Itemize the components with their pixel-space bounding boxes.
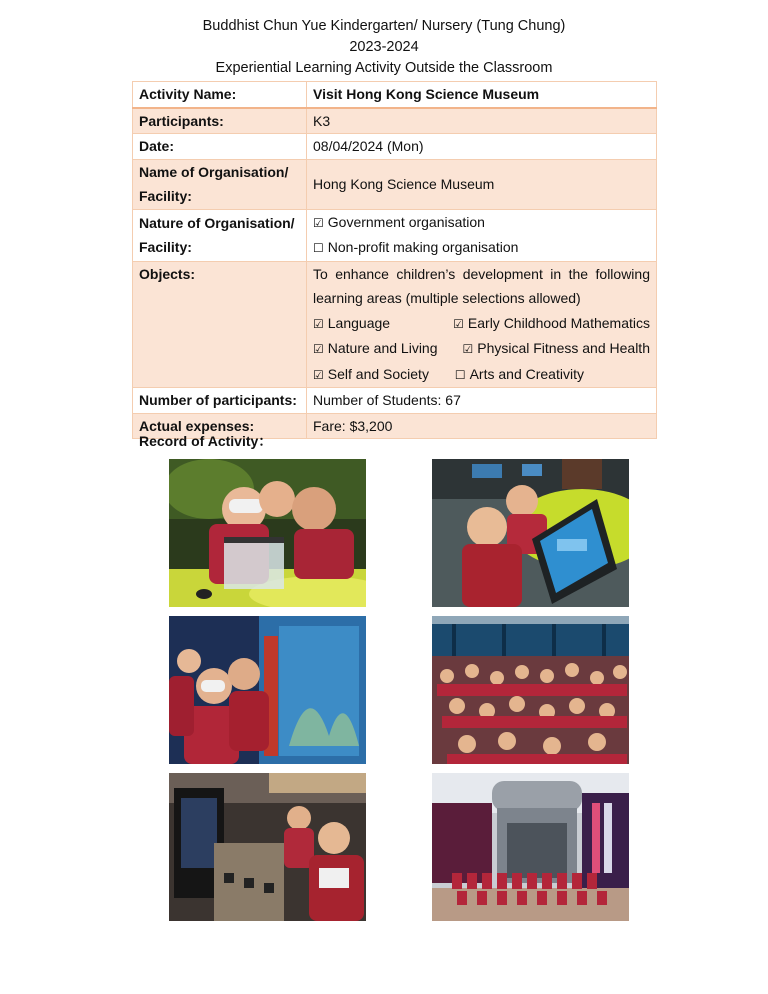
num-value: Number of Students: 67: [307, 388, 657, 414]
checkbox-checked-icon: ☑: [462, 342, 474, 356]
row-objects: [133, 261, 657, 388]
date-label: Date:: [133, 134, 307, 160]
area-label: Self and Society: [327, 365, 429, 382]
area-item: [313, 311, 390, 337]
area-item: [313, 336, 438, 362]
activity-photo-aquarium: [169, 616, 366, 764]
activity-photo-control-panel: [169, 773, 366, 921]
document-header: [0, 16, 768, 79]
participants-label: Participants:: [133, 108, 307, 134]
checkbox-checked-icon: ☑: [313, 367, 324, 382]
area-item: [455, 366, 584, 382]
num-label: Number of participants:: [133, 388, 307, 414]
areas-row: [313, 311, 650, 337]
area-label: Physical Fitness and Health: [477, 340, 650, 356]
nature-label-line1: Nature of Organisation/: [139, 214, 295, 231]
document-subtitle: Experiential Learning Activity Outside the Classroom: [215, 60, 553, 76]
date-value: 08/04/2024 (Mon): [307, 134, 657, 160]
activity-photo-museum-entrance: [432, 773, 629, 921]
nature-options: [307, 209, 657, 261]
org-name-label-line2: Facility:: [139, 188, 192, 204]
school-year: 2023-2024: [349, 39, 419, 55]
nature-label: [133, 209, 307, 261]
checkbox-checked-icon: ☑: [313, 316, 324, 331]
nature-option: [313, 235, 650, 261]
area-item: [453, 311, 650, 337]
objects-intro-line1: To enhance children’s development in the following: [313, 265, 650, 282]
objects-value: [307, 261, 657, 388]
activity-name-value: Visit Hong Kong Science Museum: [307, 82, 657, 108]
record-of-activity-label: Record of Activity：: [139, 433, 273, 449]
checkbox-unchecked-icon: ☐: [454, 367, 466, 382]
activity-info-table: [132, 81, 657, 439]
row-org-name: [133, 159, 657, 209]
objects-label: Objects:: [133, 261, 307, 388]
area-item: [462, 336, 650, 362]
nature-label-line2: Facility:: [139, 239, 192, 255]
area-label: Early Childhood Mathematics: [467, 314, 650, 331]
checkbox-checked-icon: ☑: [453, 316, 464, 331]
row-nature: [133, 209, 657, 261]
area-label: Arts and Creativity: [469, 365, 584, 382]
area-label: Nature and Living: [327, 340, 438, 356]
expenses-label: Actual expenses:: [133, 413, 307, 439]
checkbox-checked-icon: ☑: [313, 215, 324, 230]
participants-value: K3: [307, 108, 657, 134]
nature-option-label: Non-profit making organisation: [327, 239, 519, 255]
nature-option-label: Government organisation: [327, 213, 485, 230]
org-name-value: Hong Kong Science Museum: [307, 159, 657, 209]
objects-intro-line2: learning areas (multiple selections allowed): [313, 290, 581, 306]
activity-photo-exhibit-box: [169, 459, 366, 607]
nature-option: [313, 210, 650, 236]
activity-photo-group-hall: [432, 616, 629, 764]
activity-name-label: Activity Name:: [133, 82, 307, 108]
area-item: [313, 366, 429, 382]
areas-row: [313, 336, 650, 362]
activity-photo-touch-screen: [432, 459, 629, 607]
org-name-label: [133, 159, 307, 209]
school-name: Buddhist Chun Yue Kindergarten/ Nursery (Tung Chung): [202, 18, 566, 34]
checkbox-checked-icon: ☑: [313, 342, 324, 356]
row-number: [133, 388, 657, 414]
row-activity-name: [133, 82, 657, 108]
checkbox-unchecked-icon: ☐: [313, 241, 324, 255]
row-participants: [133, 108, 657, 134]
row-date: [133, 134, 657, 160]
area-label: Language: [327, 314, 391, 331]
org-name-label-line1: Name of Organisation/: [139, 163, 289, 180]
expenses-value: Fare: $3,200: [307, 413, 657, 439]
areas-row: [313, 362, 650, 388]
